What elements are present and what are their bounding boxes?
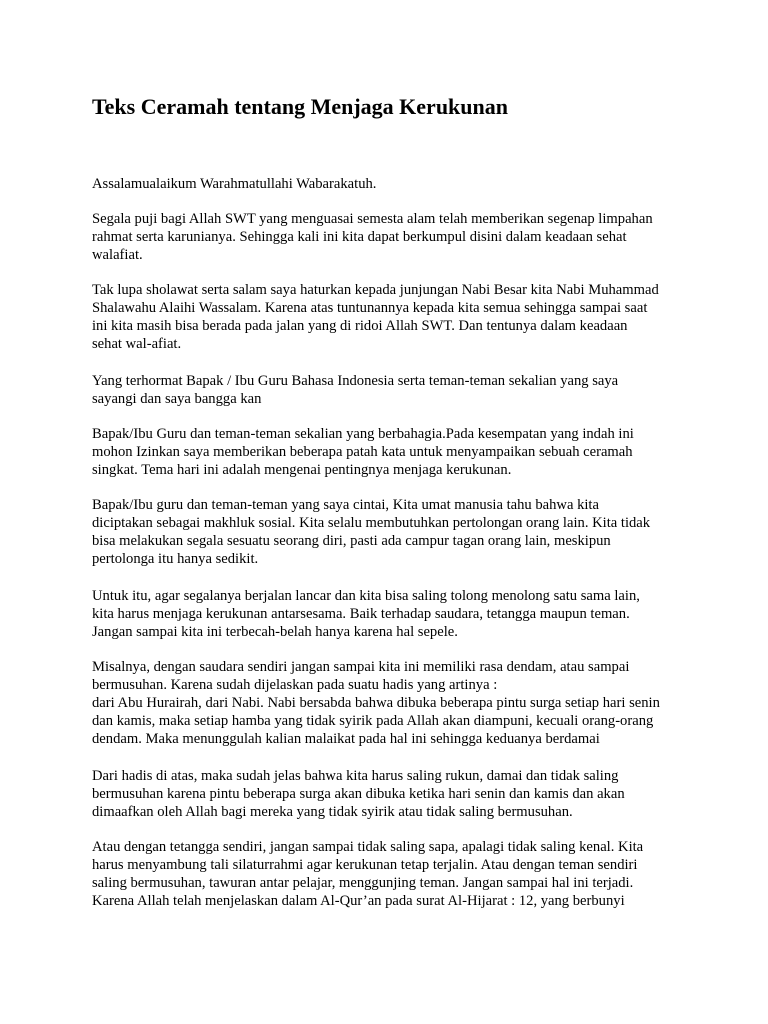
- text-line: Misalnya, dengan saudara sendiri jangan sampai kita ini memiliki rasa dendam, atau sampai: [92, 659, 630, 675]
- paragraph-greeting: [92, 175, 376, 193]
- text-line: mohon Izinkan saya memberikan beberapa patah kata untuk menyampaikan sebuah ceramah: [92, 444, 633, 460]
- text-line: bisa melakukan segala sesuatu seorang diri, pasti ada campur tagan orang lain, meskipun: [92, 533, 611, 549]
- text-line: Jangan sampai kita ini terbecah-belah hanya karena hal sepele.: [92, 624, 458, 640]
- text-line: harus menyambung tali silaturrahmi agar kerukunan tetap terjalin. Atau dengan teman sendiri: [92, 857, 638, 873]
- text-line: Segala puji bagi Allah SWT yang menguasai semesta alam telah memberikan segenap limpahan: [92, 211, 653, 227]
- text-line: diciptakan sebagai makhluk sosial. Kita selalu membutuhkan pertolongan orang lain. Kita tidak: [92, 515, 651, 531]
- text-line: Untuk itu, agar segalanya berjalan lancar dan kita bisa saling tolong menolong satu sama lain,: [92, 588, 640, 604]
- text-line: Bapak/Ibu guru dan teman-teman yang saya cintai, Kita umat manusia tahu bahwa kita: [92, 497, 599, 513]
- paragraph-harmony: [92, 587, 640, 641]
- text-line: pertolonga itu hanya sedikit.: [92, 551, 259, 567]
- paragraph-hadith: [92, 658, 660, 748]
- text-line: dimaafkan oleh Allah bagi mereka yang tidak syirik atau tidak saling bermusuhan.: [92, 804, 573, 820]
- text-line: walafiat.: [92, 247, 143, 263]
- text-line: Assalamualaikum Warahmatullahi Wabarakatuh.: [92, 176, 377, 192]
- text-line: dan kamis, maka setiap hamba yang tidak syirik pada Allah akan diampuni, kecuali orang-orang: [92, 713, 654, 729]
- paragraph-social-beings: [92, 496, 650, 568]
- text-line: rahmat serta karunianya. Sehingga kali ini kita dapat berkumpul disini dalam keadaan sehat: [92, 229, 627, 245]
- text-line: sehat wal-afiat.: [92, 336, 182, 352]
- text-line: Yang terhormat Bapak / Ibu Guru Bahasa Indonesia serta teman-teman sekalian yang saya: [92, 373, 619, 389]
- paragraph-sholawat: [92, 281, 659, 353]
- text-line: Shalawahu Alaihi Wassalam. Karena atas tuntunannya kepada kita semua sehingga sampai saat: [92, 300, 648, 316]
- text-line: sayangi dan saya bangga kan: [92, 391, 262, 407]
- paragraph-neighbors: [92, 838, 643, 910]
- paragraph-opening: [92, 425, 634, 479]
- text-line: ini kita masih bisa berada pada jalan yang di ridoi Allah SWT. Dan tentunya dalam keadaan: [92, 318, 628, 334]
- document-title: Teks Ceramah tentang Menjaga Kerukunan: [92, 94, 508, 119]
- paragraph-conclusion-hadith: [92, 767, 625, 821]
- text-line: saling bermusuhan, tawuran antar pelajar, menggunjing teman. Jangan sampai hal ini terjadi.: [92, 875, 634, 891]
- paragraph-praise: [92, 210, 653, 264]
- text-line: Dari hadis di atas, maka sudah jelas bahwa kita harus saling rukun, damai dan tidak saling: [92, 768, 619, 784]
- paragraph-respect: [92, 372, 618, 408]
- text-line: Atau dengan tetangga sendiri, jangan sampai tidak saling sapa, apalagi tidak saling kenal. Kita: [92, 839, 644, 855]
- text-line: Bapak/Ibu Guru dan teman-teman sekalian yang berbahagia.Pada kesempatan yang indah ini: [92, 426, 634, 442]
- text-line: Karena Allah telah menjelaskan dalam Al-Qur’an pada surat Al-Hijarat : 12, yang berbunyi: [92, 893, 625, 909]
- text-line: singkat. Tema hari ini adalah mengenai pentingnya menjaga kerukunan.: [92, 462, 512, 478]
- text-line: dendam. Maka menunggulah kalian malaikat pada hal ini sehingga keduanya berdamai: [92, 731, 600, 747]
- text-line: Tak lupa sholawat serta salam saya haturkan kepada junjungan Nabi Besar kita Nabi Muhammad: [92, 282, 659, 298]
- text-line: bermusuhan karena pintu beberapa surga akan dibuka ketika hari senin dan kamis dan akan: [92, 786, 625, 802]
- text-line: dari Abu Hurairah, dari Nabi. Nabi bersabda bahwa dibuka beberapa pintu surga setiap hari senin: [92, 695, 660, 711]
- text-line: kita harus menjaga kerukunan antarsesama. Baik terhadap saudara, tetangga maupun teman.: [92, 606, 630, 622]
- text-line: bermusuhan. Karena sudah dijelaskan pada suatu hadis yang artinya :: [92, 677, 498, 693]
